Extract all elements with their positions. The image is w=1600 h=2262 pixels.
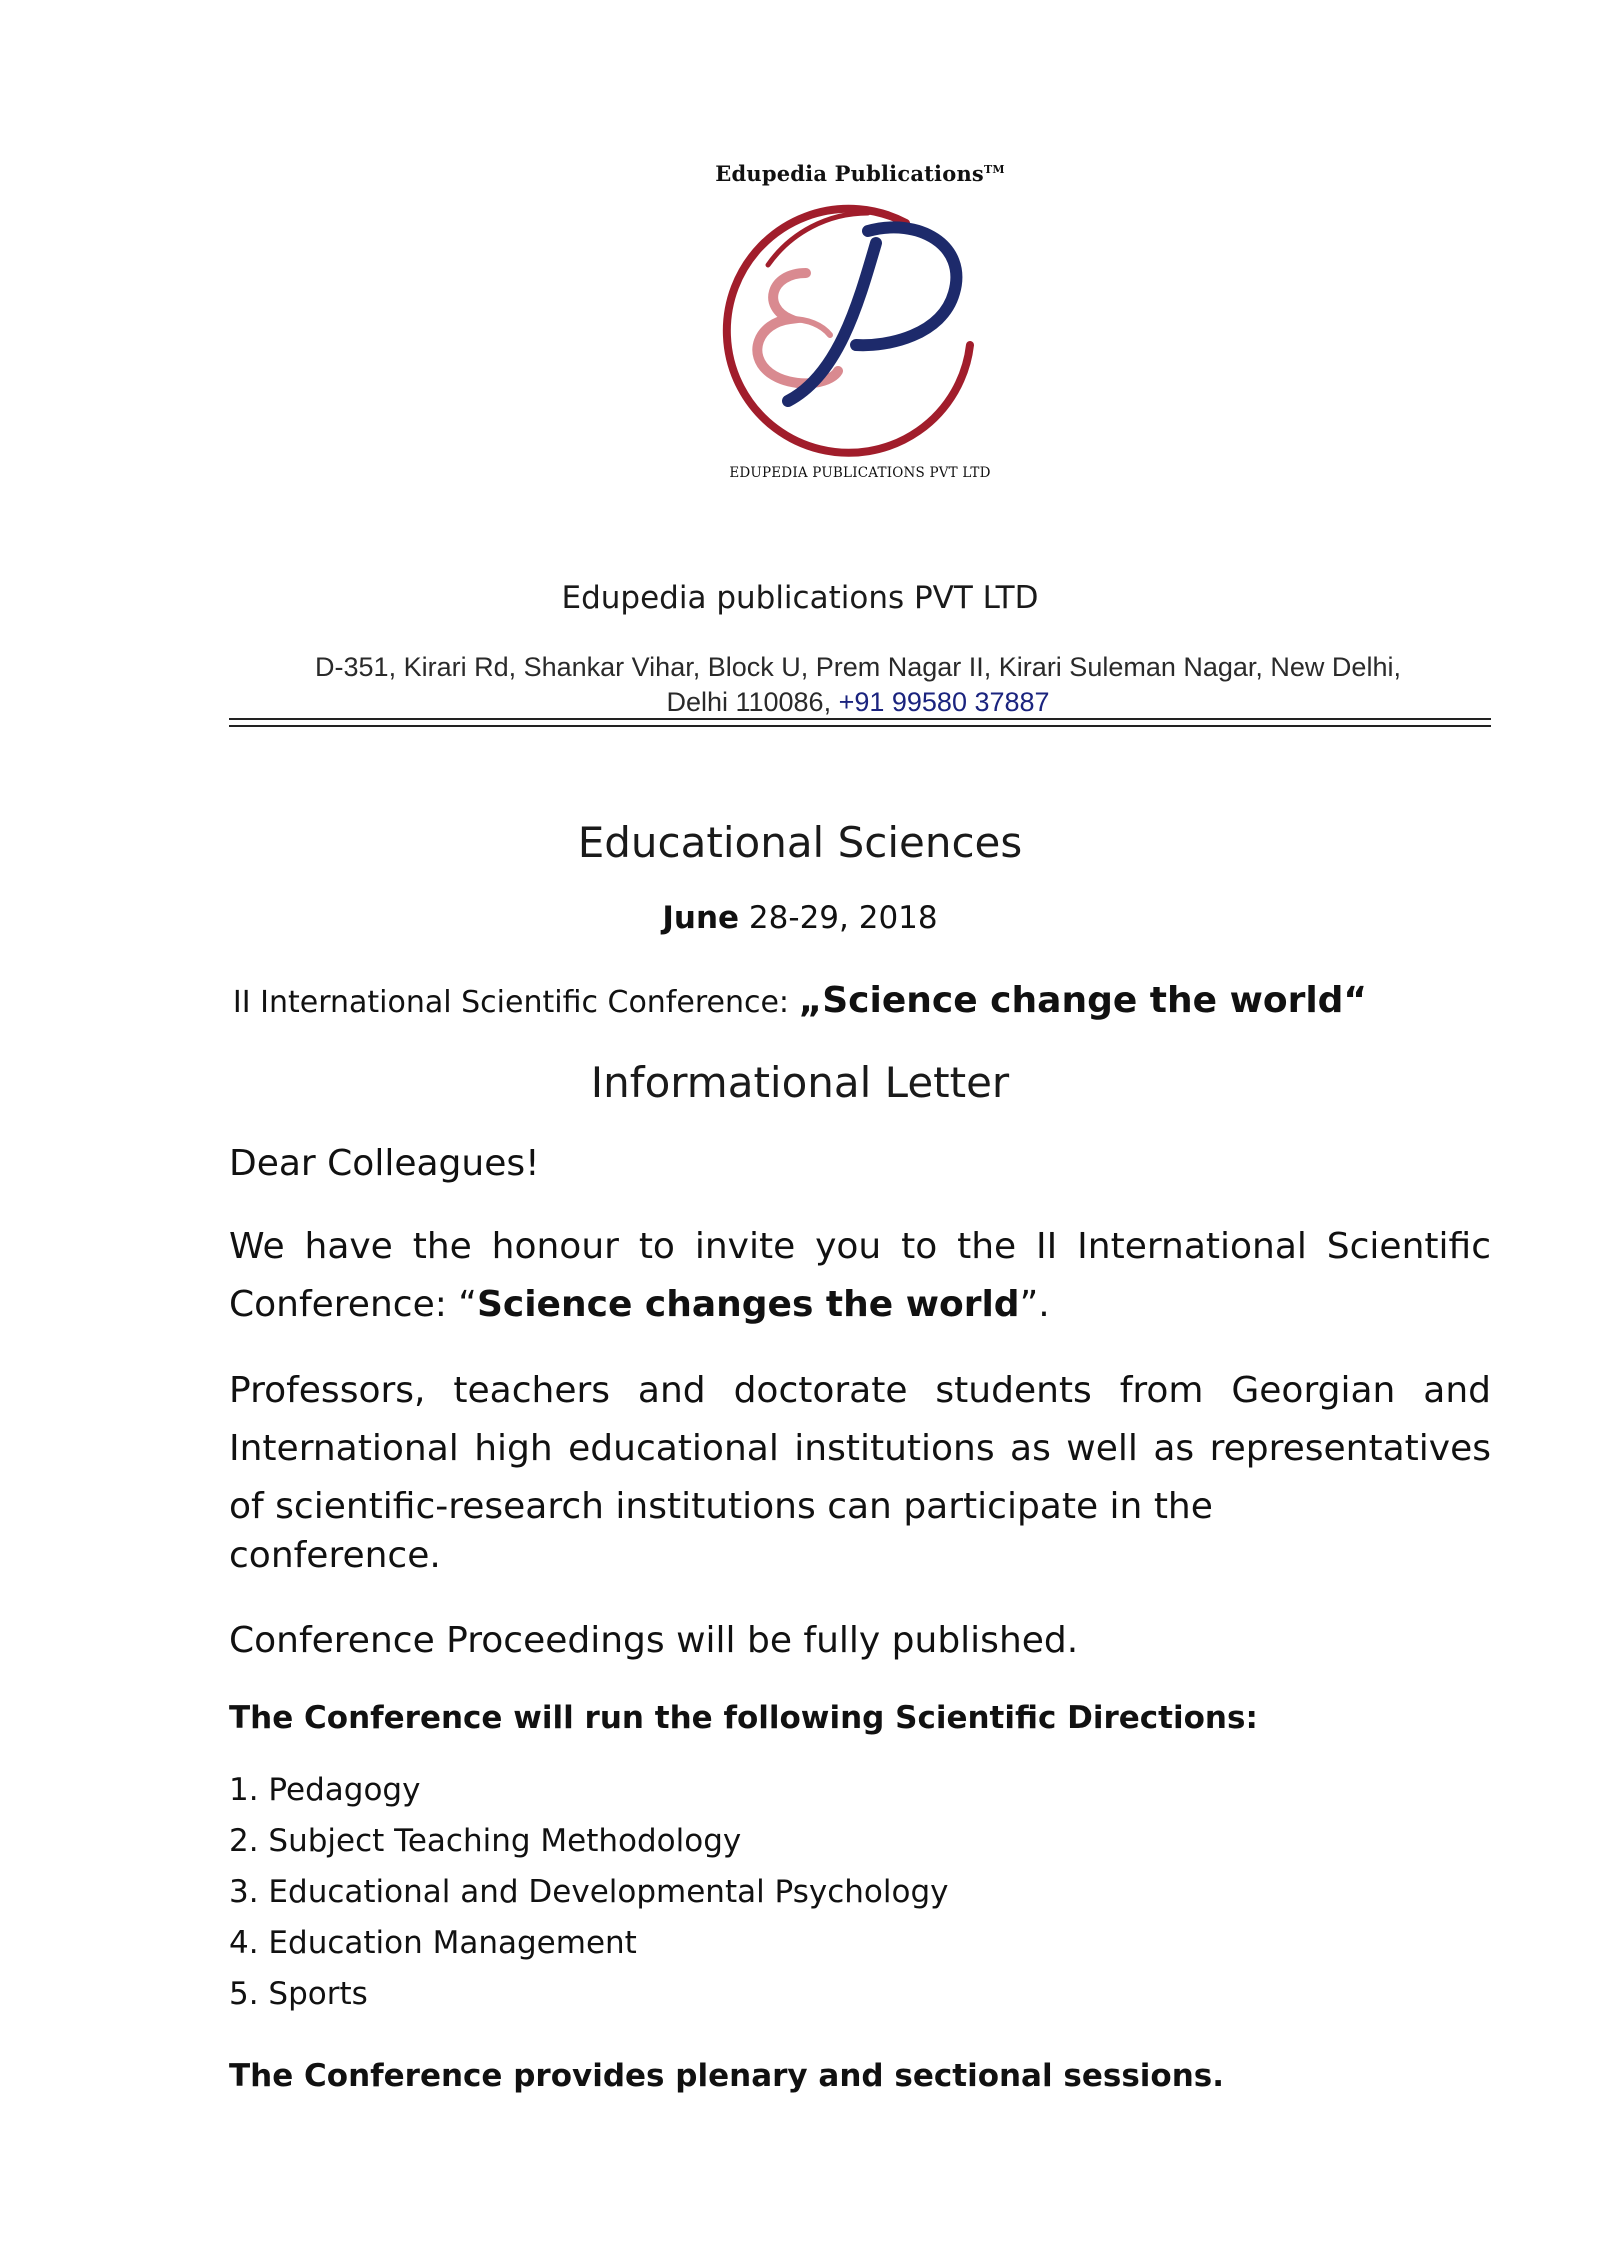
conference-name: „Science change the world“ [798, 980, 1368, 1021]
list-item: 3. Educational and Developmental Psychology [229, 1874, 949, 1910]
conference-prefix: II International Scientific Conference: [232, 985, 799, 1020]
ep-monogram-icon [718, 195, 998, 460]
proceedings-paragraph: Conference Proceedings will be fully published. [229, 1620, 1079, 1661]
logo-top-text: Edupedia Publications™ [715, 161, 1005, 186]
company-address [240, 650, 1476, 720]
invitation-text: We have the honour to invite you to the II International Scientific Conference: “ [229, 1226, 1491, 1325]
header-divider-bottom [229, 725, 1491, 727]
list-item: 5. Sports [229, 1976, 368, 2012]
logo-bottom-text: EDUPEDIA PUBLICATIONS PVT LTD [729, 465, 991, 481]
header-divider-top [229, 718, 1491, 720]
invitation-paragraph [229, 1218, 1491, 1334]
directions-title: The Conference will run the following Scientific Directions: [229, 1700, 1258, 1736]
company-name: Edupedia publications PVT LTD [561, 580, 1039, 616]
letter-title: Informational Letter [590, 1058, 1010, 1107]
participants-paragraph: Professors, teachers and doctorate students from Georgian and International high educational institutions as well as representatives of scientific-research institutions can participate in the [229, 1370, 1491, 1527]
participants-paragraph-end: conference. [229, 1535, 441, 1576]
date-month: June [662, 900, 740, 936]
publisher-logo [700, 155, 1020, 495]
conference-line [0, 980, 1600, 1021]
address-line-2: Delhi 110086, [666, 687, 839, 717]
conference-date [0, 900, 1600, 936]
closing-statement: The Conference provides plenary and sectional sessions. [229, 2058, 1224, 2094]
address-line-1: D-351, Kirari Rd, Shankar Vihar, Block U, Prem Nagar II, Kirari Suleman Nagar, New Delhi, [315, 652, 1401, 682]
phone-link[interactable]: +91 99580 37887 [838, 687, 1050, 717]
date-days: 28-29, 2018 [739, 900, 938, 936]
list-item: 4. Education Management [229, 1925, 637, 1961]
list-item: 1. Pedagogy [229, 1772, 421, 1808]
list-item: 2. Subject Teaching Methodology [229, 1823, 742, 1859]
invitation-bold: Science changes the world [476, 1284, 1020, 1325]
document-title: Educational Sciences [577, 818, 1023, 867]
greeting: Dear Colleagues! [229, 1143, 540, 1184]
directions-list [229, 1765, 948, 2020]
invitation-suffix: ”. [1019, 1284, 1050, 1325]
